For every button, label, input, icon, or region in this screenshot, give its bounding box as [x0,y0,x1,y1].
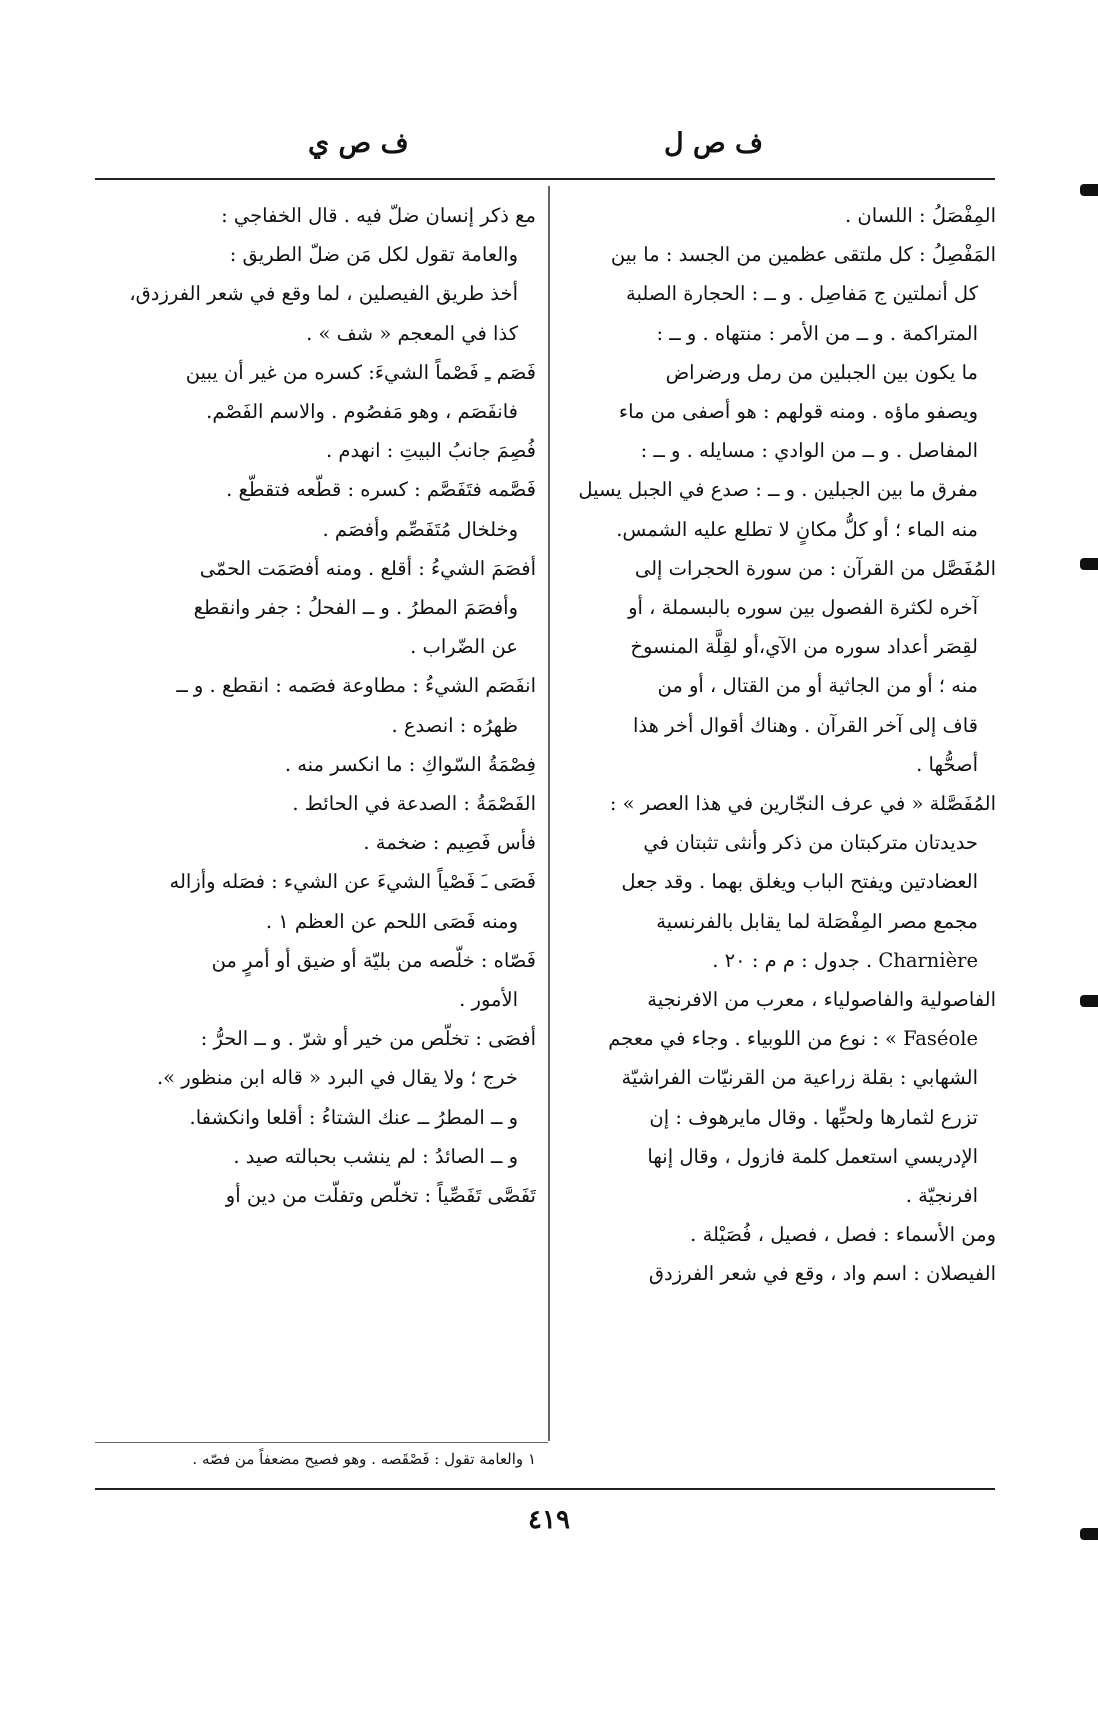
text-line: أفصَمَ الشيءُ : أقلع . ومنه أفصَمَت الحمّى [199,556,536,580]
text-line: المفاصل . و ــ من الوادي : مسايله . و ــ : [640,439,978,463]
text-line: الفيصلان : اسم واد ، وقع في شعر الفرزدق [648,1262,996,1286]
header-right-title: ف ص ل [663,128,763,159]
bottom-rule [95,1488,995,1490]
edge-mark [1080,995,1098,1007]
text-line: ما يكون بين الجبلين من رمل ورضراض [665,360,978,384]
text-line: العضادتين ويفتح الباب ويغلق بهما . وقد جعل [621,870,978,894]
text-line: المِفْصَلُ : اللسان . [844,204,996,227]
text-line: الإدريسي استعمل كلمة فازول ، وقال إنها [647,1144,978,1168]
text-line: ومن الأسماء : فصل ، فصيل ، فُصَيْلة . [690,1223,996,1247]
text-line: وخلخال مُتَفَصِّم وأفصَم . [322,517,518,541]
text-line: Charnière . جدول : م م : ٢٠ . [712,948,978,972]
left-column [118,196,536,1215]
text-line: فَصَى ـَ فَصْياً الشيءَ عن الشيء : فصَله وأزاله [169,870,536,894]
text-line: والعامة تقول لكل مَن ضلّ الطريق : [229,243,518,267]
text-line: منه الماء ؛ أو كلُّ مكانٍ لا تطلع عليه الشمس. [616,517,978,541]
text-line: و ــ الصائدُ : لم ينشب بحبالته صيد . [233,1144,518,1168]
text-line: أصحُّها . [916,752,978,776]
text-line: الفَصْمَةُ : الصدعة في الحائط . [292,792,536,816]
text-line: آخره لكثرة الفصول بين سوره بالبسملة ، أو [628,596,978,620]
text-line: ويصفو ماؤه . ومنه قولهم : هو أصفى من ماء [618,400,978,424]
text-line: افرنجيّة . [905,1184,978,1208]
text-line: حديدتان متركبتان من ذكر وأنثى تثبتان في [643,831,978,855]
text-line: المُفَصَّلة « في عرف النجّارين في هذا العصر » : [609,792,996,816]
text-line: أخذ طريق الفيصلين ، لما وقع في شعر الفرزدق، [129,282,518,306]
text-line: وأفصَمَ المطرُ . و ــ الفحلُ : جفر وانقطع [193,596,518,620]
column-divider [548,186,550,1441]
top-rule [95,178,995,180]
edge-mark [1080,558,1098,570]
text-line: فَصَم ـِ فَصْماً الشيءَ: كسره من غير أن يبين [185,360,536,384]
text-line: Faséole » : نوع من اللوبياء . وجاء في معجم [608,1027,978,1051]
text-line: المَفْصِلُ : كل ملتقى عظمين من الجسد : ما بين [610,243,996,267]
edge-mark [1080,184,1098,196]
text-line: مع ذكر إنسان ضلّ فيه . قال الخفاجي : [221,204,536,227]
text-line: فأس فَصِيم : ضخمة . [363,831,536,855]
text-line: الفاصولية والفاصولياء ، معرب من الافرنجية [647,988,996,1012]
text-line: تَفَصَّى تَفَصِّياً : تخلّص وتفلّت من دين أو [225,1184,536,1208]
text-line: قاف إلى آخر القرآن . وهناك أقوال أخر هذا [633,713,978,737]
text-line: انفَصَم الشيءُ : مطاوعة فصَمه : انقطع . و ــ [176,674,536,698]
text-line: مفرق ما بين الجبلين . و ــ : صدع في الجبل يسيل [578,478,978,502]
text-line: خرج ؛ ولا يقال في البرد « قاله ابن منظور ». [156,1066,518,1090]
text-line: لقِصَر أعداد سوره من الآي،أو لقِلَّة المنسوخ [630,635,978,659]
text-line: فَصّاه : خلّصه من بليّة أو ضيق أو أمرٍ من [211,948,536,972]
text-line: المتراكمة . و ــ من الأمر : منتهاه . و ــ : [656,321,978,345]
text-line: الأمور . [459,988,518,1012]
text-line: عن الضّراب . [410,635,518,659]
text-line: ظهرُه : انصدع . [391,713,518,737]
text-line: تزرع لثمارها ولحبِّها . وقال مايرهوف : إن [649,1105,978,1129]
text-line: كل أنملتين ج مَفاصِل . و ــ : الحجارة الصلبة [626,282,978,306]
footnote: ١ والعامة تقول : فَصْقَصه . وهو فصيح مضعفاً من فصّه . [192,1450,536,1468]
text-line: المُفَصَّل من القرآن : من سورة الحجرات إلى [634,556,996,580]
text-line: فِصْمَةُ السّواكِ : ما انكسر منه . [284,752,536,776]
text-line: ومنه فَصَى اللحم عن العظم ١ . [265,909,518,933]
text-line: فَصَّمه فتَفَصَّم : كسره : قطّعه فتقطّع . [226,478,536,502]
text-line: فُصِمَ جانبُ البيتِ : انهدم . [326,439,536,463]
page-number: ٤١٩ [528,1505,570,1535]
header-left-title: ف ص ي [308,128,409,159]
text-line: و ــ المطرُ ــ عنك الشتاءُ : أقلعا وانكشفا. [189,1105,518,1129]
text-line: كذا في المعجم « شف » . [306,321,518,345]
text-line: مجمع مصر المِفْصَلة لما يقابل بالفرنسية [656,909,978,933]
right-column [561,196,996,1294]
edge-mark [1080,1528,1098,1540]
text-line: الشهابي : بقلة زراعية من القرنيّات الفراشيّة [621,1066,978,1090]
text-line: منه ؛ أو من الجاثية أو من القتال ، أو من [657,674,978,698]
text-line: فانفَصَم ، وهو مَفصُوم . والاسم الفَصْم. [206,400,518,424]
footnote-rule [95,1442,548,1443]
text-line: أفصَى : تخلّص من خير أو شرّ . و ــ الحرُّ : [200,1027,536,1051]
